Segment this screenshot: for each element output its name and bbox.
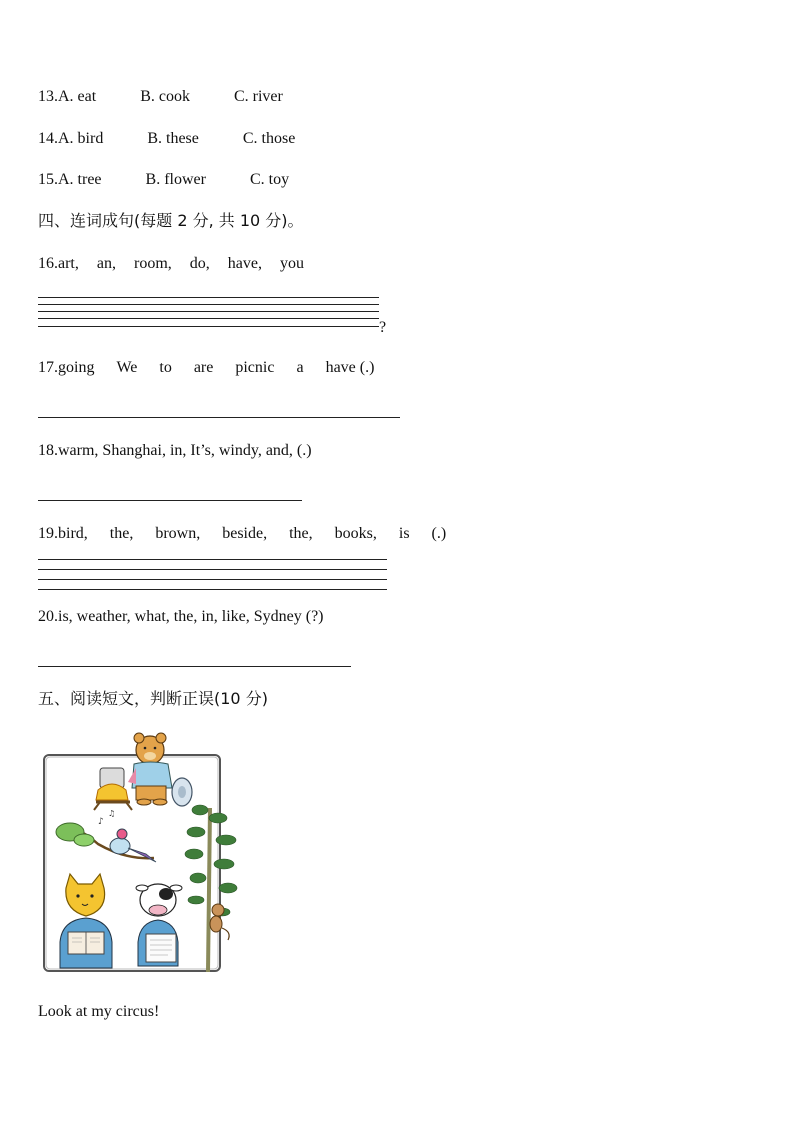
word: books,	[334, 525, 377, 542]
option-a: A. bird	[58, 130, 104, 147]
question-20: 20.is, weather, what, the, in, like, Sydney (?)	[38, 608, 324, 625]
question-number: 14.	[38, 130, 58, 147]
word: We	[116, 359, 138, 376]
answer-line	[38, 579, 387, 580]
word: going	[58, 359, 95, 376]
answer-line	[38, 311, 379, 312]
question-number: 15.	[38, 171, 58, 188]
section-4-title: 四、连词成句(每题 2 分, 共 10 分)。	[38, 211, 304, 230]
cat-icon	[60, 874, 112, 968]
question-18: 18.warm, Shanghai, in, It’s, windy, and, (.)	[38, 442, 312, 459]
word: is	[398, 525, 410, 542]
reading-first-line: Look at my circus!	[38, 1003, 160, 1020]
answer-line	[38, 318, 379, 319]
drum-icon	[172, 778, 192, 806]
question-13	[38, 87, 283, 107]
answer-line	[38, 304, 379, 305]
question-19	[38, 524, 446, 544]
word: do,	[189, 255, 210, 272]
option-a: A. tree	[58, 171, 102, 188]
circus-illustration	[36, 728, 246, 978]
answer-line	[38, 569, 387, 570]
option-a: A. eat	[58, 88, 97, 105]
word: you	[279, 255, 304, 272]
answer-line	[38, 500, 302, 501]
option-b: B. these	[147, 130, 199, 147]
answer-line	[38, 417, 400, 418]
bird-icon	[56, 809, 156, 862]
question-number: 16.	[38, 255, 58, 272]
option-b: B. cook	[140, 88, 190, 105]
word: the,	[109, 525, 134, 542]
option-c: C. toy	[249, 171, 290, 188]
bear-icon	[128, 733, 172, 805]
option-c: C. those	[242, 130, 296, 147]
word: picnic	[235, 359, 275, 376]
word: brown,	[155, 525, 201, 542]
tree-icon	[185, 805, 237, 972]
word: have,	[227, 255, 262, 272]
word: bird,	[58, 525, 88, 542]
answer-line	[38, 326, 379, 327]
question-17	[38, 358, 374, 378]
answer-line	[38, 666, 351, 667]
word: a	[296, 359, 304, 376]
question-number: 17.	[38, 359, 58, 376]
answer-line	[38, 589, 387, 590]
question-16	[38, 254, 304, 274]
word: the,	[289, 525, 313, 542]
word: have (.)	[325, 359, 375, 376]
option-c: C. river	[233, 88, 283, 105]
option-b: B. flower	[145, 171, 206, 188]
section-5-title: 五、阅读短文，判断正误(10 分)	[38, 689, 268, 708]
word: art,	[58, 255, 79, 272]
question-mark: ?	[379, 319, 387, 336]
word: an,	[96, 255, 116, 272]
question-number: 19.	[38, 525, 58, 542]
pot-icon	[94, 768, 132, 810]
cow-icon	[136, 884, 182, 966]
word: beside,	[222, 525, 268, 542]
svg-text:♫: ♫	[108, 809, 116, 818]
answer-line	[38, 297, 379, 298]
question-15	[38, 170, 289, 190]
question-14	[38, 129, 295, 149]
word: room,	[133, 255, 172, 272]
answer-line	[38, 559, 387, 560]
question-number: 13.	[38, 88, 58, 105]
word: (.)	[431, 525, 447, 542]
svg-text:♪: ♪	[98, 817, 104, 827]
word: to	[159, 359, 172, 376]
word: are	[193, 359, 214, 376]
